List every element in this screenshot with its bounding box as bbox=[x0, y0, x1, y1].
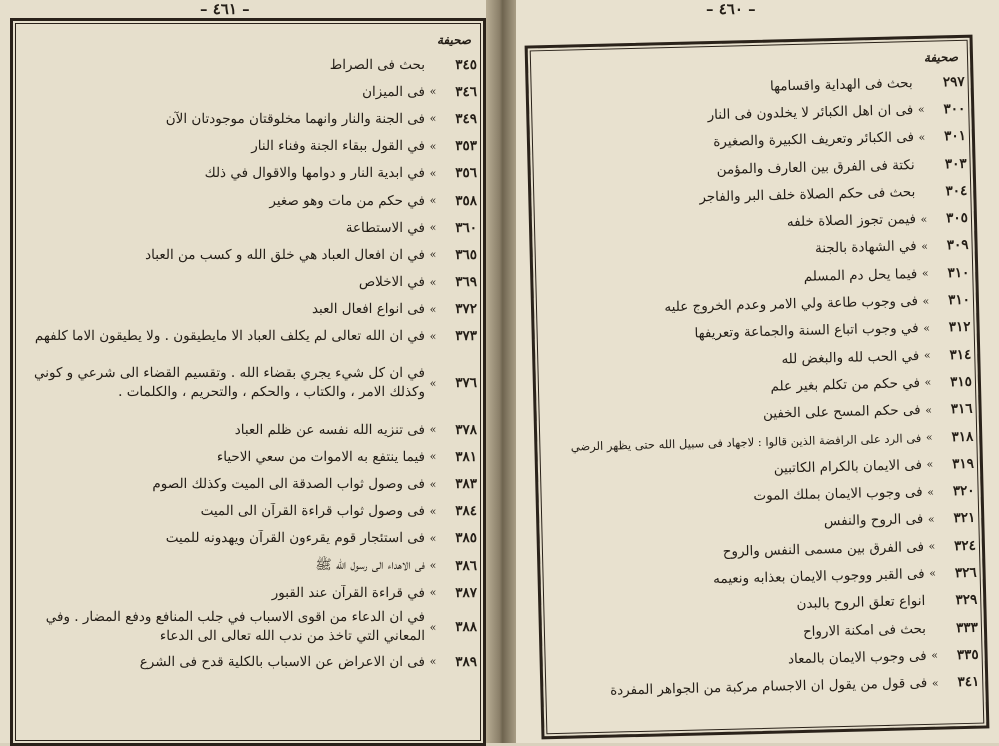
ditto-mark: » bbox=[425, 655, 441, 668]
entry-title: بحث فى حكم الصلاة خلف البر والفاجر bbox=[531, 184, 915, 209]
entry-title: بحث فى امكنة الارواح bbox=[542, 621, 926, 646]
toc-entry bbox=[13, 525, 483, 552]
column-header: صحيفة bbox=[924, 50, 958, 65]
page-number: – ٤٦١ – bbox=[200, 0, 250, 18]
page-ref: ٣٤٥ bbox=[441, 57, 483, 73]
ditto-mark: » bbox=[425, 450, 441, 463]
ditto-mark: » bbox=[923, 512, 939, 525]
page-ref: ٣٨٦ bbox=[441, 558, 483, 574]
page-ref: ٣١٤ bbox=[935, 346, 977, 363]
page-ref: ٣٠١ bbox=[930, 128, 972, 145]
entry-title: في القول ببقاء الجنة وفناء النار bbox=[13, 138, 425, 154]
entry-title: فى الروح والنفس bbox=[539, 511, 923, 536]
page-ref: ٣٥٨ bbox=[441, 193, 483, 209]
ditto-mark: » bbox=[425, 140, 441, 153]
right-page bbox=[516, 0, 999, 743]
entry-title: فى الكبائر وتعريف الكبيرة والصغيرة bbox=[530, 129, 914, 154]
page-ref: ٣٠٥ bbox=[932, 210, 974, 227]
page-ref: ٣٥٣ bbox=[441, 138, 483, 154]
page-ref: ٣٥٦ bbox=[441, 165, 483, 181]
entry-title: نكتة فى الفرق بين العارف والمؤمن bbox=[531, 157, 915, 182]
page-ref: ٣٠٠ bbox=[929, 101, 971, 118]
page-ref: ٣٤٩ bbox=[441, 111, 483, 127]
ditto-mark: » bbox=[425, 221, 441, 234]
ditto-mark: » bbox=[916, 212, 932, 225]
ditto-mark: » bbox=[425, 586, 441, 599]
ditto-mark: » bbox=[425, 276, 441, 289]
toc-list bbox=[13, 51, 483, 676]
ditto-mark: » bbox=[920, 403, 936, 416]
page-ref: ٣٨٩ bbox=[441, 654, 483, 670]
ditto-mark: » bbox=[922, 458, 938, 471]
toc-entry bbox=[13, 78, 483, 105]
toc-entry bbox=[13, 416, 483, 443]
entry-title: فى وجوب الايمان بالمعاد bbox=[543, 648, 927, 673]
entry-title: انواع تعلق الروح بالبدن bbox=[541, 593, 925, 618]
ditto-mark: » bbox=[913, 103, 929, 116]
ditto-mark: » bbox=[425, 194, 441, 207]
toc-entry bbox=[13, 296, 483, 323]
ditto-mark: » bbox=[425, 303, 441, 316]
page-ref: ٣٠٩ bbox=[932, 237, 974, 254]
entry-title: فى وصول ثواب الصدقة الى الميت وكذلك الصوم bbox=[13, 476, 425, 492]
page-ref: ٣٦٩ bbox=[441, 274, 483, 290]
entry-title: فى ان الاعراض عن الاسباب بالكلية قدح فى الشرع bbox=[13, 654, 425, 670]
entry-title: فى ان اهل الكبائر لا يخلدون فى النار bbox=[529, 102, 913, 127]
entry-title: في ان الله تعالى لم يكلف العباد الا مايطيقون . ولا يطيقون الاما كلفهم bbox=[13, 328, 425, 344]
ditto-mark: » bbox=[924, 567, 940, 580]
toc-entry bbox=[13, 552, 483, 579]
entry-title: في وجوب اتباع السنة والجماعة وتعريفها bbox=[535, 320, 919, 345]
entry-title: في الحب لله والبغض لله bbox=[535, 348, 919, 373]
entry-title: فى الجنة والنار وانهما مخلوقتان موجودتان الآن bbox=[13, 111, 425, 127]
page-ref: ٣٨١ bbox=[441, 449, 483, 465]
page-ref: ٣٧٣ bbox=[441, 328, 483, 344]
ditto-mark: » bbox=[425, 330, 441, 343]
entry-title: بحث فى الهداية واقسامها bbox=[529, 75, 913, 100]
page-ref: ٣٠٤ bbox=[931, 182, 973, 199]
entry-title: في ابدية النار و دوامها والاقوال في ذلك bbox=[13, 165, 425, 181]
ditto-mark: » bbox=[425, 478, 441, 491]
page-ref: ٣٢٦ bbox=[940, 565, 982, 582]
page-frame bbox=[525, 35, 990, 740]
toc-entry bbox=[13, 269, 483, 296]
entry-title: في قراءة القرآن عند القبور bbox=[13, 585, 425, 601]
page-ref: ٢٩٧ bbox=[928, 73, 970, 90]
ditto-mark: » bbox=[922, 485, 938, 498]
entry-title: في الاخلاص bbox=[13, 274, 425, 290]
entry-title: فى الميزان bbox=[13, 84, 425, 100]
page-ref: ٣٧٢ bbox=[441, 301, 483, 317]
page-ref: ٣٢١ bbox=[939, 510, 981, 527]
entry-title: فى الاهداء الى رسول الله ﷺ bbox=[13, 556, 425, 576]
toc-entry bbox=[13, 51, 483, 78]
entry-title: في ان كل شيء يجري بقضاء الله . وتقسيم القضاء الى شرعي و كوني وكذلك الامر ، والكتاب ، والحكم ، والتحريم ، والكلمات . bbox=[13, 364, 425, 402]
ditto-mark: » bbox=[916, 240, 932, 253]
toc-entry bbox=[13, 241, 483, 268]
page-frame bbox=[10, 18, 486, 746]
ditto-mark: » bbox=[425, 85, 441, 98]
toc-entry bbox=[13, 323, 483, 350]
entry-title: فى وجوب الايمان بملك الموت bbox=[539, 484, 923, 509]
entry-title: فى استئجار قوم يقرءون القرآن ويهدونه للميت bbox=[13, 530, 425, 546]
entry-title: فى وصول ثواب قراءة القرآن الى الميت bbox=[13, 503, 425, 519]
ditto-mark: » bbox=[425, 532, 441, 545]
ditto-mark: » bbox=[425, 248, 441, 261]
toc-entry bbox=[13, 606, 483, 648]
page-ref: ٣٤١ bbox=[943, 674, 985, 691]
toc-list bbox=[528, 68, 985, 706]
entry-title: فى انواع افعال العبد bbox=[13, 301, 425, 317]
ditto-mark: » bbox=[926, 649, 942, 662]
ditto-mark: » bbox=[425, 505, 441, 518]
entry-title: فيما يحل دم المسلم bbox=[533, 266, 917, 291]
toc-entry bbox=[13, 470, 483, 497]
page-ref: ٣١٨ bbox=[937, 428, 979, 445]
page-ref: ٣١٥ bbox=[936, 374, 978, 391]
ditto-mark: » bbox=[917, 267, 933, 280]
ditto-mark: » bbox=[927, 676, 943, 689]
toc-entry bbox=[13, 579, 483, 606]
entry-title: في الشهادة بالجنة bbox=[533, 238, 917, 263]
page-ref: ٣٧٨ bbox=[441, 422, 483, 438]
column-header: صحيفة bbox=[437, 33, 471, 47]
page-ref: ٣١٠ bbox=[934, 292, 976, 309]
entry-title: فيمن تجوز الصلاة خلفه bbox=[532, 211, 916, 236]
page-ref: ٣٨٥ bbox=[441, 530, 483, 546]
entry-title: بحث فى الصراط bbox=[13, 57, 425, 73]
ditto-mark: » bbox=[918, 294, 934, 307]
entry-title: فى وجوب طاعة ولي الامر وعدم الخروج عليه bbox=[534, 293, 918, 318]
entry-title: فى تنزيه الله نفسه عن ظلم العباد bbox=[13, 422, 425, 438]
page-ref: ٣١٠ bbox=[933, 264, 975, 281]
entry-title: فى الفرق بين مسمى النفس والروح bbox=[540, 539, 924, 564]
page-ref: ٣٢٩ bbox=[941, 592, 983, 609]
toc-entry bbox=[13, 498, 483, 525]
page-ref: ٣٦٠ bbox=[441, 220, 483, 236]
ditto-mark: » bbox=[425, 112, 441, 125]
page-ref: ٣١٢ bbox=[934, 319, 976, 336]
entry-title: فى القبر ووجوب الايمان بعذابه ونعيمه bbox=[541, 566, 925, 591]
ditto-mark: » bbox=[921, 431, 937, 444]
page-ref: ٣٢٤ bbox=[940, 537, 982, 554]
ditto-mark: » bbox=[920, 376, 936, 389]
toc-entry bbox=[13, 133, 483, 160]
left-page bbox=[0, 0, 486, 743]
entry-title: فى الايمان بالكرام الكاتبين bbox=[538, 457, 922, 482]
page-ref: ٣١٩ bbox=[938, 455, 980, 472]
page-ref: ٣٨٧ bbox=[441, 585, 483, 601]
entry-title: في الاستطاعة bbox=[13, 220, 425, 236]
ditto-mark: » bbox=[425, 377, 441, 390]
entry-title: فى حكم المسح على الخفين bbox=[537, 402, 921, 427]
page-ref: ٣٣٣ bbox=[942, 619, 984, 636]
page-ref: ٣٢٠ bbox=[938, 483, 980, 500]
ditto-mark: » bbox=[425, 621, 441, 634]
ditto-mark: » bbox=[425, 167, 441, 180]
toc-entry bbox=[13, 350, 483, 416]
page-ref: ٣٠٣ bbox=[930, 155, 972, 172]
page-ref: ٣٨٤ bbox=[441, 503, 483, 519]
toc-entry bbox=[13, 160, 483, 187]
toc-entry bbox=[13, 105, 483, 132]
book-gutter bbox=[486, 0, 516, 743]
entry-title: فيما ينتفع به الاموات من سعي الاحياء bbox=[13, 449, 425, 465]
page-ref: ٣١٦ bbox=[936, 401, 978, 418]
page-ref: ٣٦٥ bbox=[441, 247, 483, 263]
page-ref: ٣٨٨ bbox=[441, 619, 483, 635]
entry-title: في حكم من مات وهو صغير bbox=[13, 193, 425, 209]
ditto-mark: » bbox=[425, 423, 441, 436]
ditto-mark: » bbox=[918, 321, 934, 334]
ditto-mark: » bbox=[425, 559, 441, 572]
entry-title: فى الرد على الرافضة الذين قالوا : لاجهاد فى سبيل الله حتى يظهر الرضي bbox=[537, 431, 921, 454]
ditto-mark: » bbox=[914, 130, 930, 143]
entry-title: في ان الدعاء من اقوى الاسباب في جلب المنافع ودفع المضار . وفي المعاني التي تاخذ من ندب الله تعالى الى الدعاء bbox=[13, 608, 425, 646]
ditto-mark: » bbox=[919, 349, 935, 362]
toc-entry bbox=[13, 214, 483, 241]
toc-entry bbox=[13, 648, 483, 675]
page-ref: ٣٧٦ bbox=[441, 375, 483, 391]
entry-title: في حكم من تكلم بغير علم bbox=[536, 375, 920, 400]
page-ref: ٣٤٦ bbox=[441, 84, 483, 100]
toc-entry bbox=[13, 187, 483, 214]
entry-title: فى قول من يقول ان الاجسام مركبة من الجواهر المفردة bbox=[543, 675, 927, 700]
entry-title: في ان افعال العباد هي خلق الله و كسب من العباد bbox=[13, 247, 425, 263]
page-number: – ٤٦٠ – bbox=[706, 0, 756, 18]
page-ref: ٣٣٥ bbox=[942, 646, 984, 663]
toc-entry bbox=[13, 443, 483, 470]
page-ref: ٣٨٣ bbox=[441, 476, 483, 492]
ditto-mark: » bbox=[924, 540, 940, 553]
